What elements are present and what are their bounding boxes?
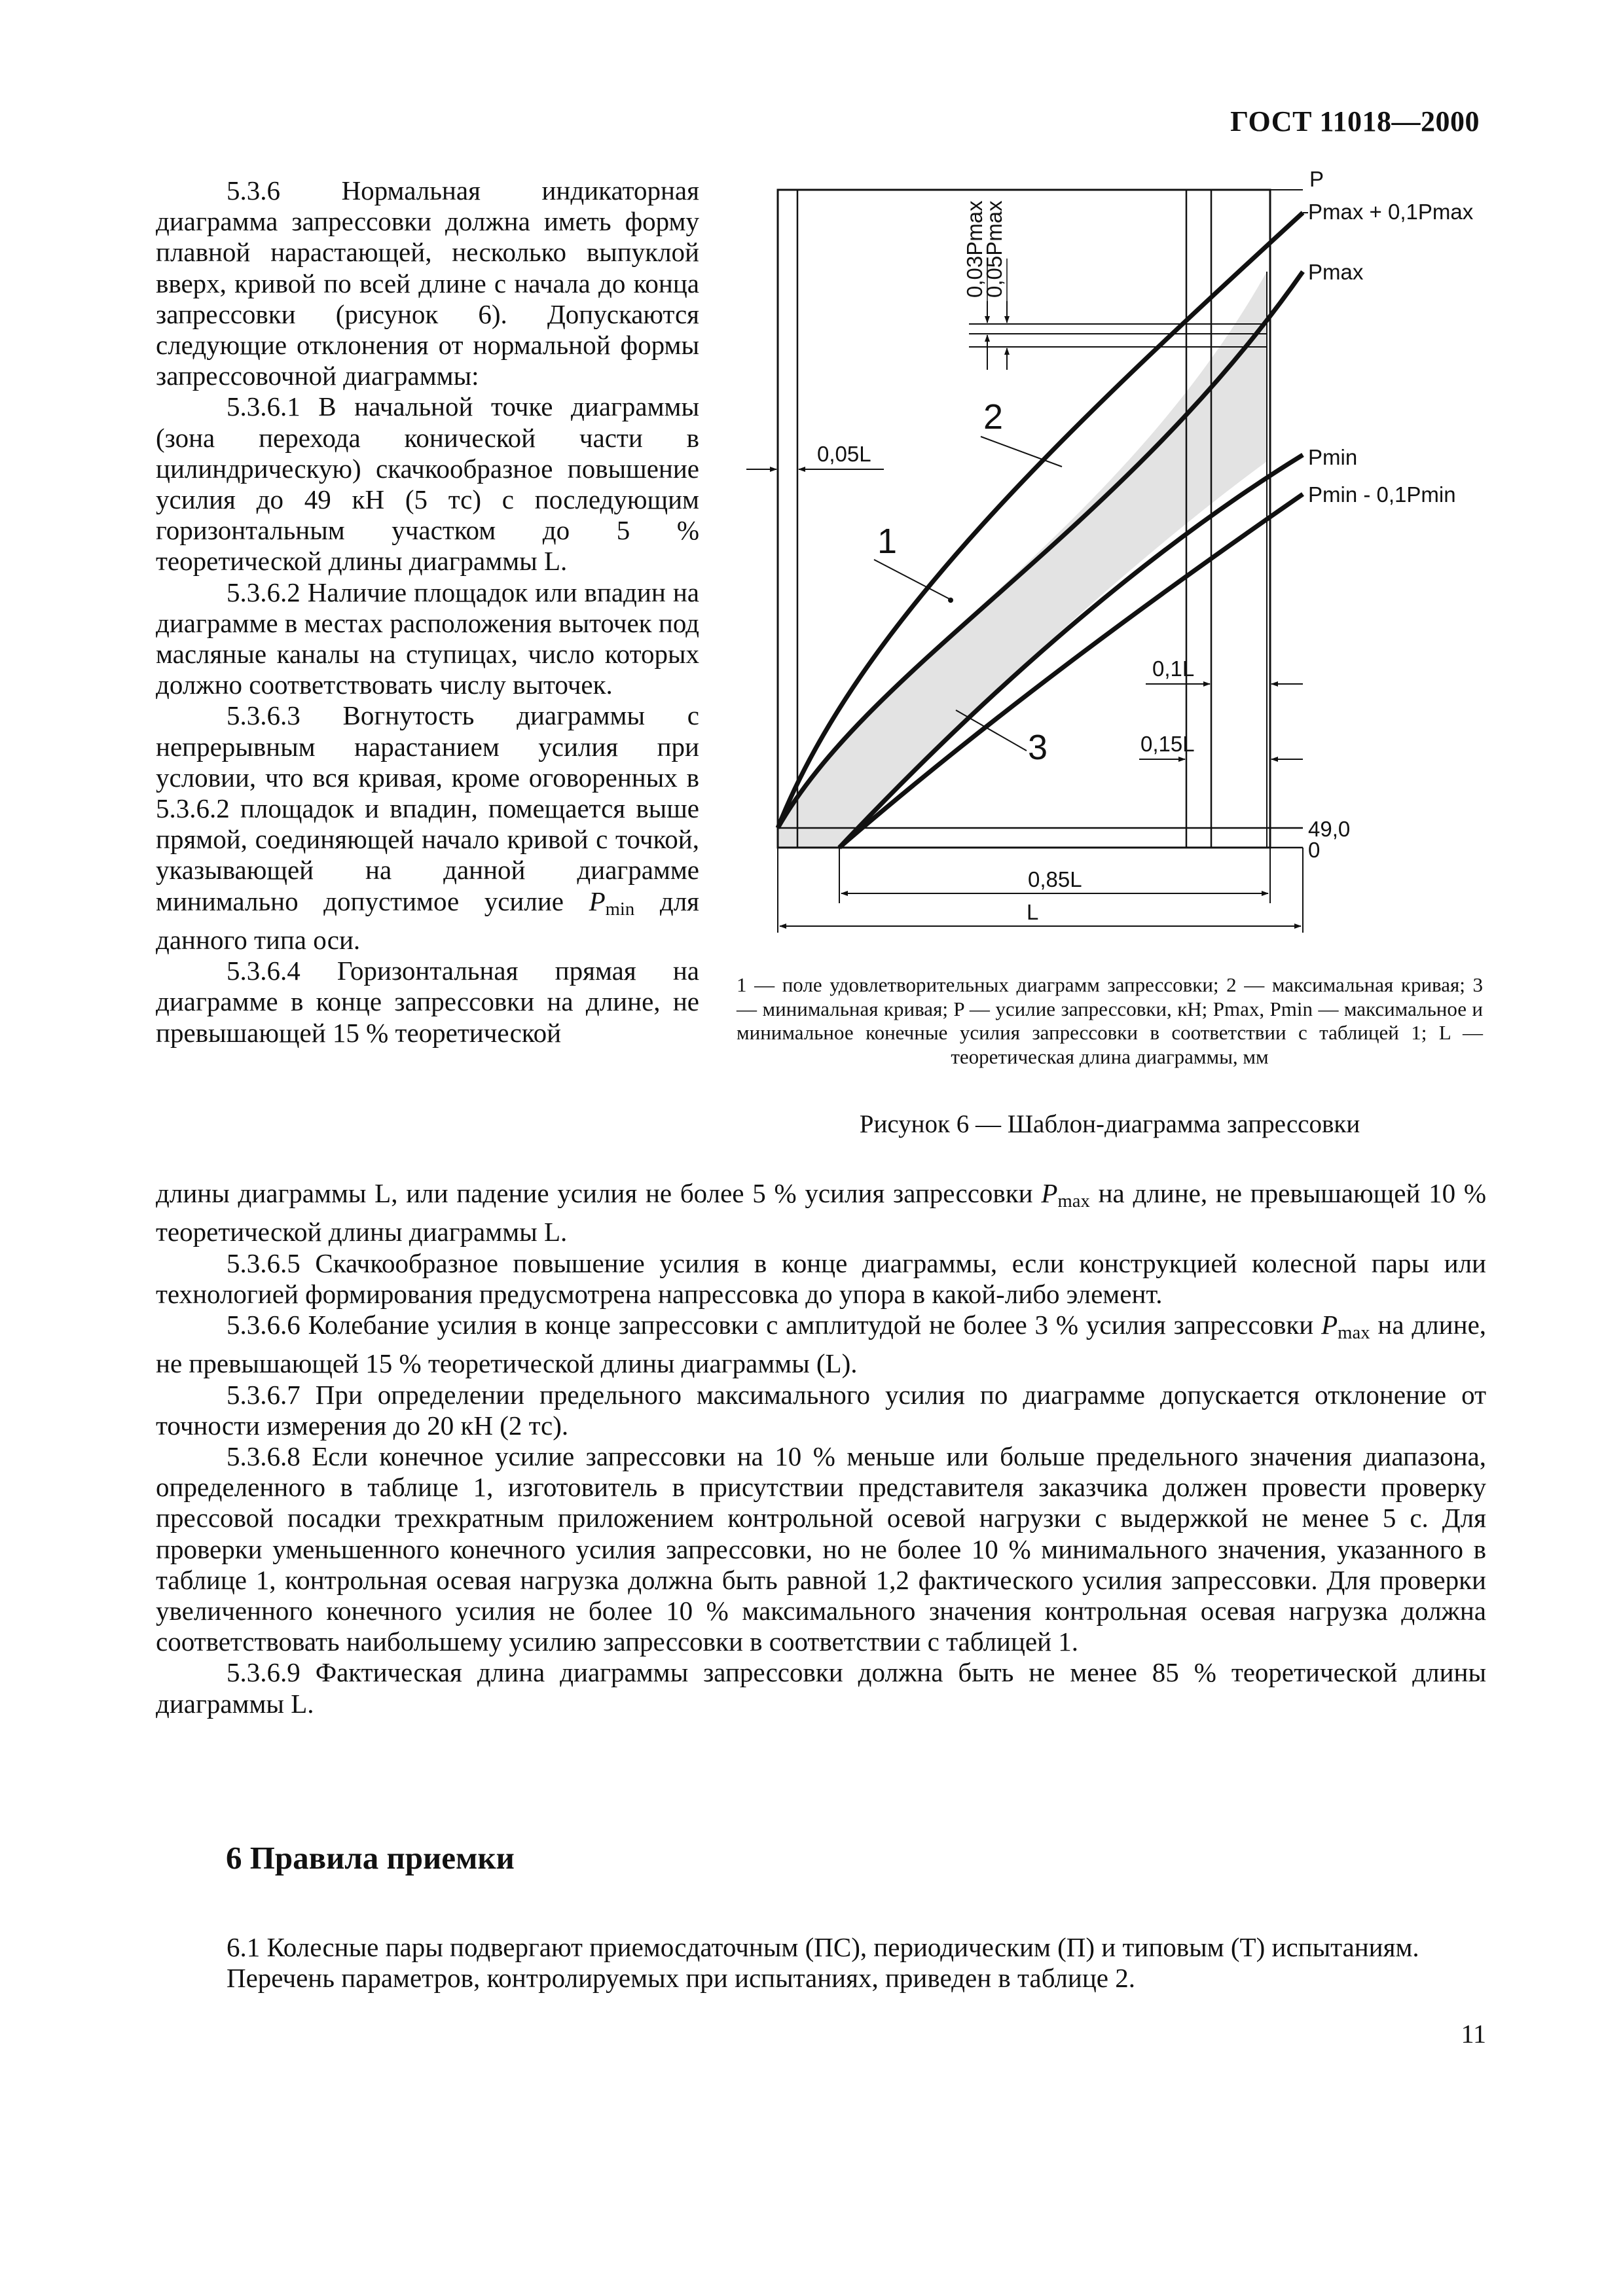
paragraph-5-3-6-4: 5.3.6.4 Горизонтальная прямая на диаграмме в конце запрессовки на длине, не превышающей 15 % теоретической: [156, 956, 699, 1048]
satisfactory-field-1: [778, 272, 1267, 848]
label-005pmax: 0,05Pmax: [982, 200, 1006, 298]
label-015l: 0,15L: [1140, 732, 1195, 756]
paragraph-5-3-6-6: [156, 1310, 1486, 1380]
label-003pmax: 0,03Pmax: [962, 200, 987, 298]
symbol-p-2: P: [1041, 1178, 1058, 1208]
label-l: L: [1027, 900, 1039, 924]
diagram-svg: [740, 167, 1493, 965]
label-pmin-minus: Pmin - 0,1Pmin: [1308, 482, 1456, 507]
text-5364-a: длины диаграммы L, или падение усилия не более 5 % усилия запрессовки: [156, 1178, 1033, 1208]
figure-legend: 1 — поле удовлетворительных диаграмм запрессовки; 2 — максимальная кривая; 3 — минимальная кривая; P — усилие запрессовки, кН; Pmax, Pmin — максимальное и минимальное конечные усилия запрессовки в соответствии с таблицей 1; L — теоретическая длина диаграммы, мм: [737, 973, 1483, 1068]
text-5366-b: на длине, не превышающей 15 % теоретической длины диаграммы (L).: [156, 1309, 1487, 1379]
paragraph-5-3-6-2: 5.3.6.2 Наличие площадок или впадин на диаграмме в местах расположения выточек под масляные каналы на ступицах, число которых должно соответствовать числу выточек.: [156, 577, 699, 700]
paragraph-5-3-6-3-end: для данного типа оси.: [156, 886, 700, 956]
paragraph-5-3-6-8: 5.3.6.8 Если конечное усилие запрессовки на 10 % меньше или больше предельного значения диапазона, определенного в таблице 1, изготовитель в присутствии представителя заказчика должен провести проверку прессовой посадки трехкратным приложением контрольной осевой нагрузки с выдержкой не менее 5 с. Для проверки уменьшенного конечного усилия запрессовки, но не более 10 % минимального значения, указанного в таблице 1, контрольная осевая нагрузка должна быть равной 1,2 фактического усилия запрессовки. Для проверки увеличенного конечного усилия не более 10 % максимального значения контрольная осевая нагрузка должна соответствовать наибольшему усилию запрессовки в соответствии с таблицей 1.: [156, 1441, 1486, 1657]
label-p: P: [1309, 167, 1324, 191]
field-dot: [948, 598, 953, 603]
label-085l: 0,85L: [1028, 867, 1082, 891]
label-pmax: Pmax: [1308, 260, 1364, 284]
leader-1: [874, 560, 949, 599]
page-number: 11: [1461, 2019, 1486, 2049]
label-005l: 0,05L: [817, 442, 871, 466]
document-id: ГОСТ 11018—2000: [1230, 105, 1480, 137]
section-6-text: [156, 1932, 1486, 1994]
subscript-max-2: max: [1338, 1322, 1370, 1344]
label-49: 49,0: [1308, 817, 1351, 841]
callout-3: 3: [1028, 728, 1048, 767]
paragraph-6-1b: Перечень параметров, контролируемых при испытаниях, приведен в таблице 2.: [227, 1963, 1135, 1994]
full-width-text: [156, 1178, 1486, 1719]
paragraph-5-3-6-3: [156, 700, 699, 956]
callout-2: 2: [983, 397, 1004, 437]
label-pmax-plus: Pmax + 0,1Pmax: [1308, 200, 1474, 224]
paragraph-5-3-6-5: 5.3.6.5 Скачкообразное повышение усилия в конце диаграммы, если конструкцией колесной пары или технологией формирования предусмотрена напрессовка до упора в какой-либо элемент.: [156, 1247, 1486, 1309]
figure-caption: Рисунок 6 — Шаблон-диаграмма запрессовки: [859, 1110, 1360, 1138]
subscript-min: min: [605, 898, 635, 920]
section-title-6: 6 Правила приемки: [226, 1840, 515, 1876]
label-pmin: Pmin: [1308, 445, 1358, 469]
paragraph-5-3-6-3-text: 5.3.6.3 Вогнутость диаграммы с непрерывным нарастанием усилия при условии, что вся кривая, кроме оговоренных в 5.3.6.2 площадок и впадин, помещается выше прямой, соединяющей начало кривой с точкой, указывающей на данной диаграмме минимально допустимое усилие: [156, 700, 699, 916]
label-zero: 0: [1308, 838, 1321, 862]
symbol-p-3: P: [1321, 1309, 1338, 1340]
paragraph-5-3-6-9: 5.3.6.9 Фактическая длина диаграммы запрессовки должна быть не менее 85 % теоретической длины диаграммы L.: [156, 1657, 1486, 1719]
paragraph-5-3-6: 5.3.6 Нормальная индикаторная диаграмма запрессовки должна иметь форму плавной нарастающей, несколько выпуклой вверх, кривой по всей длине с начала до конца запрессовки (рисунок 6). Допускаются следующие отклонения от нормальной формы запрессовочной диаграммы:: [156, 175, 699, 391]
paragraph-5-3-6-4-cont: [156, 1178, 1486, 1248]
text-5366-a: 5.3.6.6 Колебание усилия в конце запрессовки с амплитудой не более 3 % усилия запрессовки: [227, 1309, 1314, 1340]
left-column-text: [156, 175, 699, 1049]
paragraph-5-3-6-1: 5.3.6.1 В начальной точке диаграммы (зона перехода конической части в цилиндрическую) скачкообразное повышение усилия до 49 кН (5 тс) с последующим горизонтальным участком до 5 % теоретической длины диаграммы L.: [156, 391, 699, 577]
subscript-max: max: [1057, 1191, 1090, 1212]
paragraph-5-3-6-7: 5.3.6.7 При определении предельного максимального усилия по диаграмме допускается отклонение от точности измерения до 20 кН (2 тс).: [156, 1379, 1486, 1441]
callout-1: 1: [877, 522, 898, 561]
paragraph-6-1: 6.1 Колесные пары подвергают приемосдаточным (ПС), периодическим (П) и типовым (Т) испытаниям.: [227, 1932, 1419, 1962]
text-5364-b: на длине, не превышающей 10 % теоретической длины диаграммы L.: [156, 1178, 1487, 1247]
symbol-p: P: [589, 886, 606, 916]
figure-6-press-fit-diagram: [740, 167, 1493, 965]
label-01l: 0,1L: [1152, 656, 1195, 681]
